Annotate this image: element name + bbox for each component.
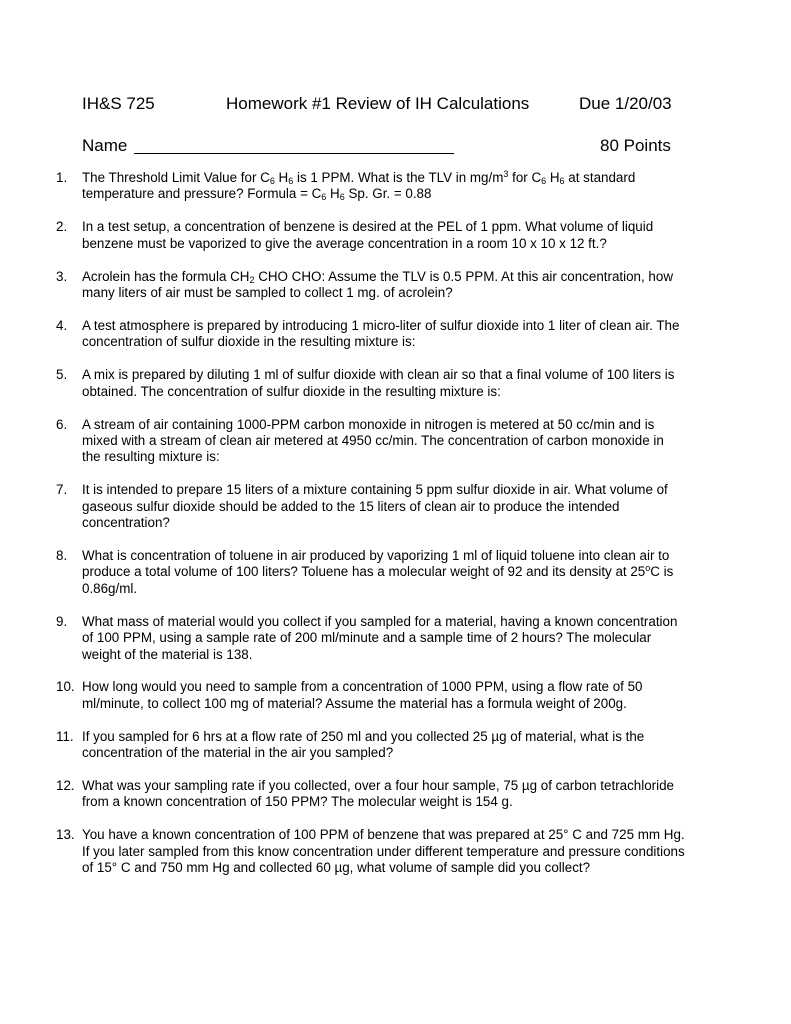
- question-text: In a test setup, a concentration of benzene is desired at the PEL of 1 ppm. What volume of liquid benzene must be vaporized to give the average concentration in a room 10 x 10 x 12 ft.?: [82, 219, 654, 251]
- question-item: [56, 219, 686, 252]
- due-date: Due 1/20/03: [579, 94, 672, 113]
- question-number: 7.: [56, 482, 68, 498]
- question-text: Acrolein has the formula $CH_2$ CHO CHO: Assume the TLV is 0.5 PPM. At this air concentration, how many liters of air must be sampled to collect 1 mg. of acrolein?: [82, 268, 673, 301]
- question-number: 6.: [56, 416, 68, 432]
- question-text: How long would you need to sample from a concentration of 1000 PPM, using a flow rate of 50 ml/minute, to collect 100 mg of material? Assume the material has a formula weight of 200g.: [82, 679, 643, 711]
- question-number: 12.: [56, 778, 75, 794]
- question-item: [56, 729, 686, 762]
- question-text: A mix is prepared by diluting 1 ml of sulfur dioxide with clean air so that a final volume of 100 liters is obtained. The concentration of sulfur dioxide in the resulting mixture is:: [82, 367, 675, 399]
- question-item: [56, 778, 686, 811]
- question-item: [56, 269, 686, 302]
- question-item: [56, 417, 686, 466]
- question-number: 9.: [56, 613, 68, 629]
- question-text: What mass of material would you collect if you sampled for a material, having a known concentration of 100 PPM, using a sample rate of 200 ml/minute and a sample time of 2 hours? The molecular weight of the material is 138.: [82, 613, 678, 662]
- name-label: Name: [82, 136, 128, 155]
- question-number: 3.: [56, 268, 68, 284]
- page-title: Homework #1 Review of IH Calculations: [226, 94, 530, 113]
- question-text: If you sampled for 6 hrs at a flow rate of 250 ml and you collected 25 µg of material, what is the concentration of the material in the air you sampled?: [82, 728, 645, 761]
- question-text: A test atmosphere is prepared by introducing 1 micro-liter of sulfur dioxide into 1 liter of clean air. The concentration of sulfur dioxide in the resulting mixture is:: [82, 317, 680, 350]
- question-number: 10.: [56, 679, 75, 695]
- question-number: 8.: [56, 548, 68, 563]
- question-number: 4.: [56, 317, 68, 333]
- question-text: A stream of air containing 1000-PPM carbon monoxide in nitrogen is metered at 50 cc/min and is mixed with a stream of clean air metered at 4950 cc/min. The concentration of carbon monoxide in the resulting mixture is:: [82, 416, 664, 465]
- question-item: [56, 827, 686, 876]
- question-number: 5.: [56, 367, 68, 383]
- points-total: 80 Points: [600, 136, 671, 155]
- question-item: [56, 170, 686, 203]
- question-item: [56, 548, 686, 597]
- question-text: What is concentration of toluene in air produced by vaporizing 1 ml of liquid toluene into clean air to produce a total volume of 100 liters? Toluene has a molecular weight of 92 and its density at 25$^o$C is 0.86g/ml.: [82, 548, 674, 596]
- question-number: 1.: [56, 170, 68, 185]
- question-number: 11.: [56, 728, 74, 744]
- question-text: The Threshold Limit Value for $C_6$ $H_6$ is 1 PPM. What is the TLV in $mg/m^3$ for $C_6$ $H_6$ at standard temperature and pressure? Formula = $C_6$ $H_6$ Sp. Gr. = 0.88: [82, 169, 636, 203]
- name-blank-line: [134, 153, 454, 154]
- question-text: What was your sampling rate if you collected, over a four hour sample, 75 µg of carbon tetrachloride from a known concentration of 150 PPM? The molecular weight is 154 g.: [82, 778, 674, 810]
- question-text: It is intended to prepare 15 liters of a mixture containing 5 ppm sulfur dioxide in air. What volume of gaseous sulfur dioxide should be added to the 15 liters of clean air to produce the intended concentration?: [82, 482, 668, 531]
- question-number: 13.: [56, 827, 75, 843]
- question-number: 2.: [56, 219, 68, 235]
- question-item: [56, 318, 686, 351]
- question-item: [56, 482, 686, 531]
- question-item: [56, 679, 686, 712]
- course-code: IH&S 725: [82, 94, 155, 113]
- question-item: [56, 614, 686, 663]
- question-text: You have a known concentration of 100 PPM of benzene that was prepared at 25° C and 725 mm Hg. If you later sampled from this know concentration under different temperature and pressure conditions of 15° C and 750 mm Hg and collected 60 µg, what volume of sample did you collect?: [82, 827, 685, 876]
- question-list: [56, 170, 686, 893]
- question-item: [56, 367, 686, 400]
